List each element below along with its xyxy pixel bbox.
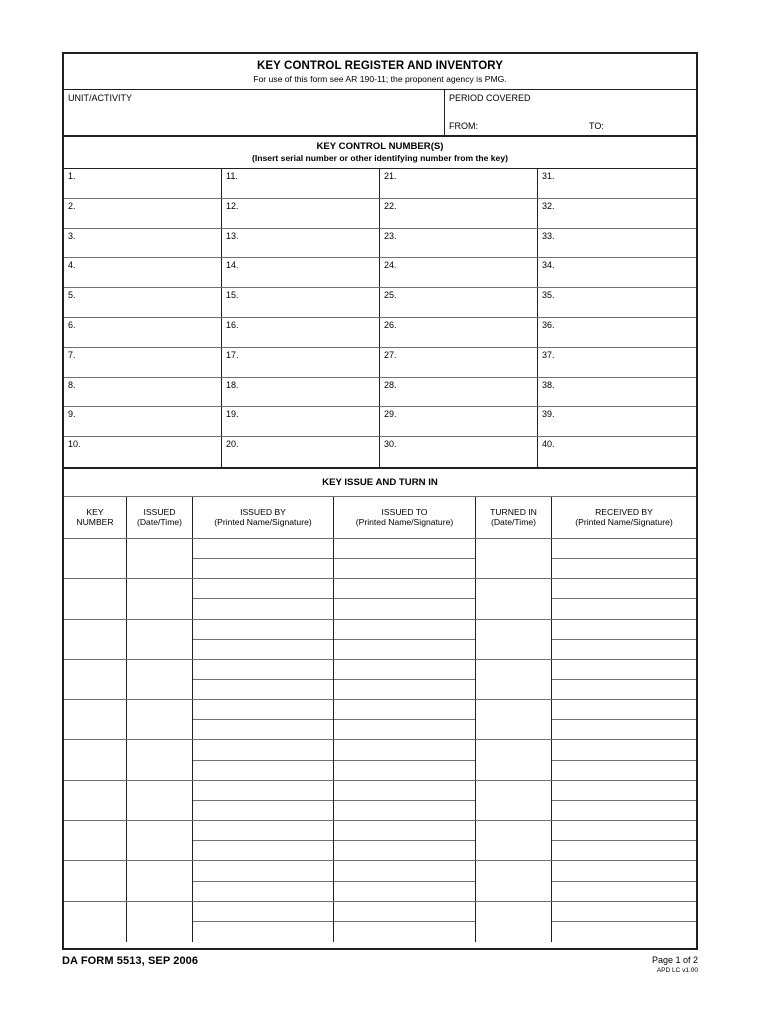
cell-issued-to-name[interactable] [334, 539, 475, 559]
key-number-row [64, 407, 696, 437]
column-header-line1: ISSUED [143, 506, 176, 517]
key-number-cell[interactable]: 25. [380, 288, 538, 317]
key-number-row [64, 318, 696, 348]
cell-issued-to [334, 660, 476, 699]
cell-issued-by-name[interactable] [193, 579, 333, 599]
column-header-line1: TURNED IN [490, 506, 537, 517]
cell-issued-to [334, 861, 476, 900]
key-number-cell[interactable]: 3. [64, 229, 222, 258]
key-number-cell[interactable]: 30. [380, 437, 538, 467]
cell-issued[interactable] [127, 861, 193, 900]
key-number-cell[interactable]: 8. [64, 378, 222, 407]
period-range [449, 121, 689, 132]
cell-issued-by [193, 861, 334, 900]
key-issue-section-title: KEY ISSUE AND TURN IN [322, 476, 438, 488]
key-control-number-subtitle: (Insert serial number or other identifying number from the key) [252, 153, 508, 163]
cell-issued-to-name[interactable] [334, 579, 475, 599]
cell-issued-to-signature[interactable] [334, 640, 475, 659]
cell-received-by-signature[interactable] [552, 882, 696, 901]
cell-received-by-name[interactable] [552, 902, 696, 923]
key-number-row [64, 348, 696, 378]
cell-issued[interactable] [127, 539, 193, 578]
cell-issued-by [193, 902, 334, 942]
key-number-cell[interactable]: 27. [380, 348, 538, 377]
cell-issued-to-name[interactable] [334, 660, 475, 680]
cell-key-number[interactable] [64, 821, 127, 860]
cell-issued-by [193, 781, 334, 820]
cell-received-by-name[interactable] [552, 821, 696, 841]
table-row [64, 781, 696, 821]
cell-received-by-signature[interactable] [552, 761, 696, 780]
cell-issued-to-signature[interactable] [334, 922, 475, 942]
key-number-row [64, 229, 696, 259]
cell-turned-in[interactable] [476, 620, 552, 659]
key-number-cell[interactable]: 17. [222, 348, 380, 377]
key-number-cell[interactable]: 14. [222, 258, 380, 287]
cell-received-by-signature[interactable] [552, 801, 696, 820]
cell-turned-in[interactable] [476, 579, 552, 618]
cell-key-number[interactable] [64, 660, 127, 699]
key-number-row [64, 169, 696, 199]
key-number-row [64, 258, 696, 288]
key-number-cell[interactable]: 10. [64, 437, 222, 467]
cell-issued-by-signature[interactable] [193, 559, 333, 578]
cell-received-by-signature[interactable] [552, 922, 696, 942]
key-number-cell[interactable]: 28. [380, 378, 538, 407]
period-to-field[interactable]: TO: [589, 121, 604, 131]
cell-issued-by-name[interactable] [193, 539, 333, 559]
cell-issued-to-signature[interactable] [334, 882, 475, 901]
cell-issued-by-signature[interactable] [193, 922, 333, 942]
cell-received-by-name[interactable] [552, 579, 696, 599]
column-header-issued-to [334, 497, 476, 538]
key-number-cell[interactable]: 9. [64, 407, 222, 436]
column-header-line1: ISSUED BY [240, 506, 286, 517]
cell-issued-by-signature[interactable] [193, 640, 333, 659]
unit-period-row [64, 90, 696, 137]
cell-turned-in[interactable] [476, 861, 552, 900]
cell-issued-to [334, 781, 476, 820]
cell-issued-by-name[interactable] [193, 620, 333, 640]
key-number-cell[interactable]: 2. [64, 199, 222, 228]
cell-issued-by [193, 821, 334, 860]
cell-issued-by-name[interactable] [193, 902, 333, 923]
cell-key-number[interactable] [64, 781, 127, 820]
table-row [64, 579, 696, 619]
key-number-cell[interactable]: 31. [542, 171, 555, 181]
key-control-number-header [64, 137, 696, 169]
column-header-issued-by [193, 497, 334, 538]
page-title: KEY CONTROL REGISTER AND INVENTORY [257, 60, 503, 72]
key-number-cell[interactable]: 4. [64, 258, 222, 287]
cell-issued-to-name[interactable] [334, 740, 475, 760]
cell-received-by [552, 620, 696, 659]
cell-received-by [552, 579, 696, 618]
key-number-cell[interactable]: 34. [542, 260, 555, 271]
cell-received-by-signature[interactable] [552, 720, 696, 739]
cell-issued-to-name[interactable] [334, 821, 475, 841]
column-header-turned-in [476, 497, 552, 538]
cell-turned-in[interactable] [476, 902, 552, 942]
cell-issued-by-name[interactable] [193, 821, 333, 841]
cell-issued-to-name[interactable] [334, 620, 475, 640]
column-header-received-by [552, 497, 696, 538]
form-frame [62, 52, 698, 950]
cell-issued-to-signature[interactable] [334, 559, 475, 578]
cell-received-by-signature[interactable] [552, 640, 696, 659]
cell-issued[interactable] [127, 660, 193, 699]
key-control-number-title: KEY CONTROL NUMBER(S) [316, 141, 444, 152]
cell-received-by-name[interactable] [552, 620, 696, 640]
cell-received-by-name[interactable] [552, 740, 696, 760]
title-block [64, 54, 696, 90]
period-covered-field [445, 90, 696, 135]
key-number-cell[interactable]: 11. [222, 169, 380, 198]
cell-received-by-name[interactable] [552, 660, 696, 680]
key-number-cell[interactable]: 29. [380, 407, 538, 436]
key-number-cell[interactable]: 16. [222, 318, 380, 347]
key-number-cell[interactable]: 40. [542, 439, 555, 450]
table-row [64, 740, 696, 780]
cell-issued-by [193, 620, 334, 659]
cell-issued-by-name[interactable] [193, 740, 333, 760]
unit-activity-field[interactable] [64, 90, 445, 135]
cell-issued[interactable] [127, 579, 193, 618]
key-issue-column-headers [64, 497, 696, 539]
key-issue-table-body [64, 539, 696, 942]
column-header-line2: (Printed Name/Signature) [575, 517, 673, 528]
cell-received-by-name[interactable] [552, 539, 696, 559]
cell-received-by [552, 740, 696, 779]
column-header-line2: (Printed Name/Signature) [355, 517, 454, 528]
cell-issued-by-signature[interactable] [193, 720, 333, 739]
column-header-line2: NUMBER [76, 517, 114, 528]
table-row [64, 700, 696, 740]
cell-issued-to-signature[interactable] [334, 761, 475, 780]
cell-issued[interactable] [127, 821, 193, 860]
cell-issued-to-signature[interactable] [334, 801, 475, 820]
key-number-cell[interactable]: 26. [380, 318, 538, 347]
cell-received-by-signature[interactable] [552, 559, 696, 578]
cell-issued-to [334, 740, 476, 779]
cell-key-number[interactable] [64, 902, 127, 942]
cell-key-number[interactable] [64, 740, 127, 779]
cell-key-number[interactable] [64, 700, 127, 739]
period-from-field[interactable]: FROM: [449, 121, 478, 131]
key-number-cell[interactable]: 5. [64, 288, 222, 317]
table-row [64, 902, 696, 942]
cell-issued-by [193, 579, 334, 618]
column-header-line2: (Printed Name/Signature) [214, 517, 312, 528]
cell-issued-to [334, 821, 476, 860]
cell-issued-by-signature[interactable] [193, 841, 333, 860]
cell-received-by [552, 539, 696, 578]
cell-issued-by-signature[interactable] [193, 761, 333, 780]
cell-issued[interactable] [127, 740, 193, 779]
key-control-number-grid [64, 169, 696, 469]
footer-right-block [652, 955, 698, 975]
cell-issued-by [193, 660, 334, 699]
cell-issued-by [193, 539, 334, 578]
cell-issued-to-name[interactable] [334, 902, 475, 923]
key-number-cell[interactable]: 20. [222, 437, 380, 467]
cell-issued-to-name[interactable] [334, 781, 475, 801]
key-number-row [64, 378, 696, 408]
cell-turned-in[interactable] [476, 821, 552, 860]
cell-issued-to [334, 700, 476, 739]
cell-issued[interactable] [127, 781, 193, 820]
cell-issued-by [193, 740, 334, 779]
key-number-cell[interactable]: 33. [542, 230, 555, 241]
key-number-cell[interactable]: 24. [380, 258, 538, 287]
cell-issued-to-signature[interactable] [334, 720, 475, 739]
cell-issued-by [193, 700, 334, 739]
cell-issued-by-signature[interactable] [193, 882, 333, 901]
cell-issued-to-signature[interactable] [334, 841, 475, 860]
cell-key-number[interactable] [64, 620, 127, 659]
key-number-row [64, 288, 696, 318]
cell-issued-to-signature[interactable] [334, 680, 475, 699]
page-number: Page 1 of 2 [651, 955, 698, 965]
column-header-line2: (Date/Time) [490, 517, 537, 528]
column-header-line2: (Date/Time) [136, 517, 183, 528]
cell-received-by-signature[interactable] [552, 841, 696, 860]
cell-turned-in[interactable] [476, 781, 552, 820]
cell-turned-in[interactable] [476, 700, 552, 739]
cell-key-number[interactable] [64, 539, 127, 578]
key-number-cell[interactable]: 1. [64, 169, 222, 198]
key-number-row [64, 199, 696, 229]
key-number-cell[interactable]: 6. [64, 318, 222, 347]
cell-issued-to [334, 579, 476, 618]
key-issue-section-header [64, 469, 696, 497]
cell-key-number[interactable] [64, 861, 127, 900]
table-row [64, 660, 696, 700]
cell-received-by [552, 902, 696, 942]
cell-received-by [552, 700, 696, 739]
cell-received-by [552, 781, 696, 820]
cell-key-number[interactable] [64, 579, 127, 618]
cell-issued-to [334, 620, 476, 659]
key-number-cell[interactable]: 12. [222, 199, 380, 228]
key-number-cell[interactable]: 19. [222, 407, 380, 436]
cell-issued-by-signature[interactable] [193, 680, 333, 699]
form-footer [62, 953, 698, 983]
key-number-cell[interactable]: 15. [222, 288, 380, 317]
cell-issued-by-signature[interactable] [193, 599, 333, 618]
key-number-cell[interactable]: 21. [380, 169, 538, 198]
table-row [64, 861, 696, 901]
cell-received-by-name[interactable] [552, 700, 696, 720]
cell-issued[interactable] [127, 700, 193, 739]
cell-issued-by-name[interactable] [193, 781, 333, 801]
unit-activity-label: UNIT/ACTIVITY [68, 93, 133, 103]
key-number-cell[interactable]: 38. [542, 379, 555, 390]
column-header-line1: ISSUED TO [381, 506, 428, 517]
key-number-cell[interactable]: 36. [542, 319, 555, 330]
key-number-cell[interactable]: 37. [542, 349, 555, 360]
cell-issued[interactable] [127, 620, 193, 659]
table-row [64, 821, 696, 861]
key-number-cell[interactable]: 18. [222, 378, 380, 407]
cell-issued[interactable] [127, 902, 193, 942]
cell-turned-in[interactable] [476, 539, 552, 578]
cell-turned-in[interactable] [476, 660, 552, 699]
table-row [64, 620, 696, 660]
column-header-issued [127, 497, 193, 538]
cell-issued-to-name[interactable] [334, 700, 475, 720]
cell-received-by-signature[interactable] [552, 599, 696, 618]
cell-issued-to [334, 539, 476, 578]
key-number-row [64, 437, 696, 467]
column-header-key-number [64, 497, 127, 538]
key-number-cell[interactable]: 22. [380, 199, 538, 228]
cell-issued-by-name[interactable] [193, 861, 333, 881]
key-number-cell[interactable]: 32. [542, 200, 555, 211]
key-number-cell[interactable]: 35. [542, 290, 555, 301]
key-number-cell[interactable]: 39. [542, 409, 555, 420]
cell-issued-by-signature[interactable] [193, 801, 333, 820]
cell-received-by [552, 861, 696, 900]
cell-received-by-signature[interactable] [552, 680, 696, 699]
form-identifier: DA FORM 5513, SEP 2006 [62, 955, 199, 967]
cell-issued-to-name[interactable] [334, 861, 475, 881]
cell-turned-in[interactable] [476, 740, 552, 779]
cell-issued-to-signature[interactable] [334, 599, 475, 618]
column-header-line1: KEY [86, 506, 104, 517]
table-row [64, 539, 696, 579]
column-header-line1: RECEIVED BY [595, 506, 653, 517]
cell-issued-to [334, 902, 476, 942]
cell-issued-by-name[interactable] [193, 660, 333, 680]
cell-received-by [552, 660, 696, 699]
key-number-cell[interactable]: 13. [222, 229, 380, 258]
apd-version: APD LC v1.00 [656, 967, 698, 974]
cell-received-by [552, 821, 696, 860]
cell-issued-by-name[interactable] [193, 700, 333, 720]
period-covered-label: PERIOD COVERED [449, 93, 531, 103]
cell-received-by-name[interactable] [552, 781, 696, 801]
cell-received-by-name[interactable] [552, 861, 696, 881]
form-subtitle: For use of this form see AR 190-11; the proponent agency is PMG. [253, 74, 507, 84]
key-number-cell[interactable]: 7. [64, 348, 222, 377]
key-number-cell[interactable]: 23. [380, 229, 538, 258]
